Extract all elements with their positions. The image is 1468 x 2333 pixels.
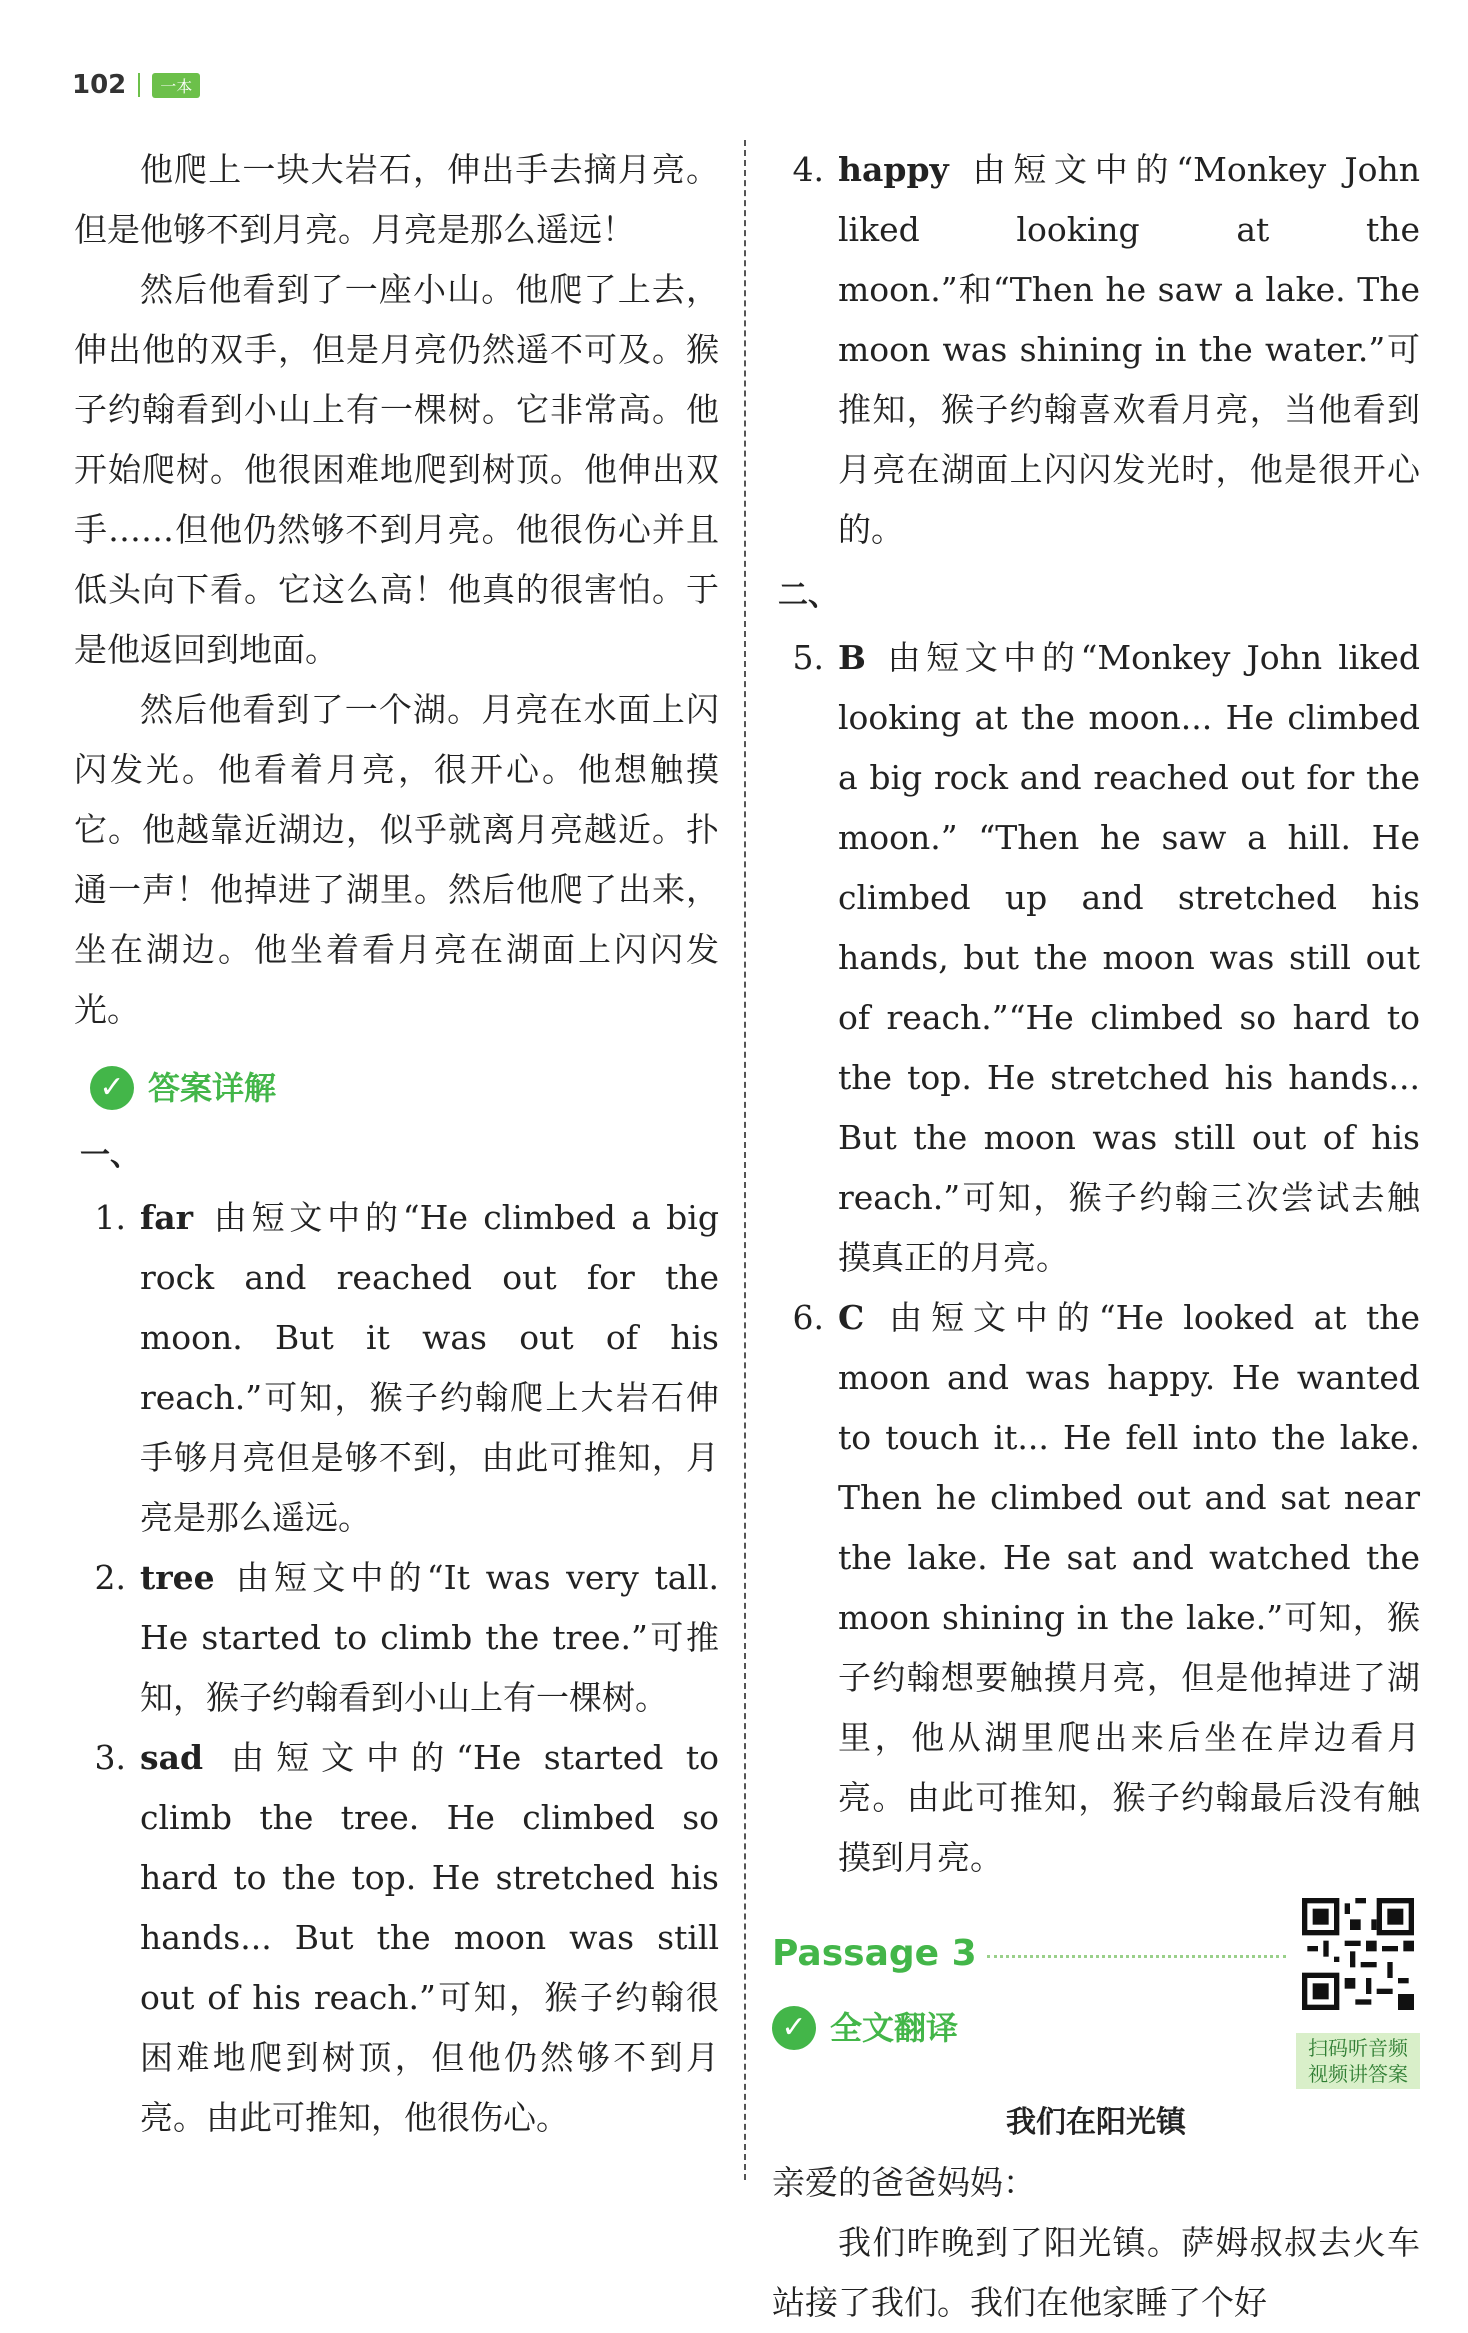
- answers-heading: [90, 1058, 719, 1118]
- answer-item: [772, 1288, 1420, 1888]
- answer-item: [74, 1728, 719, 2148]
- answers-title: 答案详解: [148, 1069, 277, 1107]
- qr-caption-video: 视频讲答案: [1308, 2062, 1408, 2086]
- answer-item: [74, 1188, 719, 1548]
- item-answer: B: [838, 638, 866, 677]
- translation-paragraph: 他爬上一块大岩石，伸出手去摘月亮。但是他够不到月亮。月亮是那么遥远！: [74, 150, 719, 249]
- answer-item: [74, 1548, 719, 1728]
- item-number: 4.: [792, 150, 824, 189]
- part-one-label: 一、: [80, 1138, 140, 1173]
- item-explanation: 由短文中的“He looked at the moon and was happy. He wanted to touch it... He fell into the lake. Then he climbed out and sat near the lake. He sat and watched the moon shining in the lake.”可知，猴子约翰想要触摸月亮，但是他掉进了湖里，他从湖里爬出来后坐在岸边看月亮。由此可推知，猴子约翰最后没有触摸到月亮。: [838, 1298, 1420, 1877]
- page-number: 102: [72, 70, 127, 100]
- item-number: 1.: [94, 1198, 126, 1237]
- qr-caption-audio: 扫码听音频: [1308, 2036, 1408, 2060]
- column-divider: [744, 140, 746, 2180]
- item-number: 6.: [792, 1298, 824, 1337]
- item-answer: tree: [140, 1558, 215, 1597]
- item-explanation: 由短文中的“Monkey John liked looking at the moon... He climbed a big rock and reached out for the moon.” “Then he saw a hill. He climbed up and stretched his hands, but the moon was still out of reach.”“He climbed so hard to the top. He stretched his hands... But the moon was still out of his reach.”可知，猴子约翰三次尝试去触摸真正的月亮。: [838, 638, 1420, 1277]
- item-answer: sad: [140, 1738, 204, 1777]
- translation-heading: [772, 1998, 1286, 2058]
- item-answer: C: [838, 1298, 865, 1337]
- passage-header: [772, 1898, 1420, 2089]
- item-answer: happy: [838, 150, 949, 189]
- answer-item: [772, 628, 1420, 1288]
- item-number: 3.: [94, 1738, 126, 1777]
- passage-title: Passage 3: [772, 1933, 977, 1974]
- right-column: [772, 140, 1420, 2333]
- item-explanation: 由短文中的“It was very tall. He started to climb the tree.”可推知，猴子约翰看到小山上有一棵树。: [140, 1558, 719, 1717]
- item-number: 2.: [94, 1558, 126, 1597]
- left-column: [74, 140, 719, 2148]
- series-tag: 一本: [152, 73, 200, 98]
- checkmark-icon: ✓: [90, 1066, 134, 1110]
- story-title: 我们在阳光镇: [1006, 2105, 1186, 2140]
- translation-paragraph: 然后他看到了一个湖。月亮在水面上闪闪发光。他看着月亮，很开心。他想触摸它。他越靠近湖边，似乎就离月亮越近。扑通一声！他掉进了湖里。然后他爬了出来，坐在湖边。他坐着看月亮在湖面上闪闪发光。: [74, 690, 719, 1029]
- translation-title: 全文翻译: [830, 2009, 959, 2047]
- qr-code-block[interactable]: [1296, 1898, 1420, 2089]
- part-two-label: 二、: [778, 578, 838, 613]
- letter-greeting: 亲爱的爸爸妈妈：: [772, 2163, 1036, 2202]
- header-divider: [138, 73, 140, 97]
- item-explanation: 由短文中的“He started to climb the tree. He climbed so hard to the top. He stretched his hands... But the moon was still out of his reach.”可知，猴子约翰很困难地爬到树顶，但他仍然够不到月亮。由此可推知，他很伤心。: [140, 1738, 719, 2137]
- item-answer: far: [140, 1198, 193, 1237]
- item-number: 5.: [792, 638, 824, 677]
- letter-paragraph: 我们昨晚到了阳光镇。萨姆叔叔去火车站接了我们。我们在他家睡了个好: [772, 2223, 1420, 2322]
- checkmark-icon: ✓: [772, 2006, 816, 2050]
- answer-item: [772, 140, 1420, 560]
- page-header: [72, 70, 200, 100]
- item-explanation: 由短文中的“He climbed a big rock and reached out for the moon. But it was out of his reach.”可知，猴子约翰爬上大岩石伸手够月亮但是够不到，由此可推知，月亮是那么遥远。: [140, 1198, 719, 1537]
- qr-code-icon[interactable]: [1302, 1898, 1414, 2010]
- item-explanation: 由短文中的“Monkey John liked looking at the moon.”和“Then he saw a lake. The moon was shining in the water.”可推知，猴子约翰喜欢看月亮，当他看到月亮在湖面上闪闪发光时，他是很开心的。: [838, 150, 1420, 549]
- translation-paragraph: 然后他看到了一座小山。他爬了上去，伸出他的双手，但是月亮仍然遥不可及。猴子约翰看到小山上有一棵树。它非常高。他开始爬树。他很困难地爬到树顶。他伸出双手……但他仍然够不到月亮。他很伤心并且低头向下看。它这么高！他真的很害怕。于是他返回到地面。: [74, 270, 719, 669]
- dotted-leader: [987, 1955, 1286, 1958]
